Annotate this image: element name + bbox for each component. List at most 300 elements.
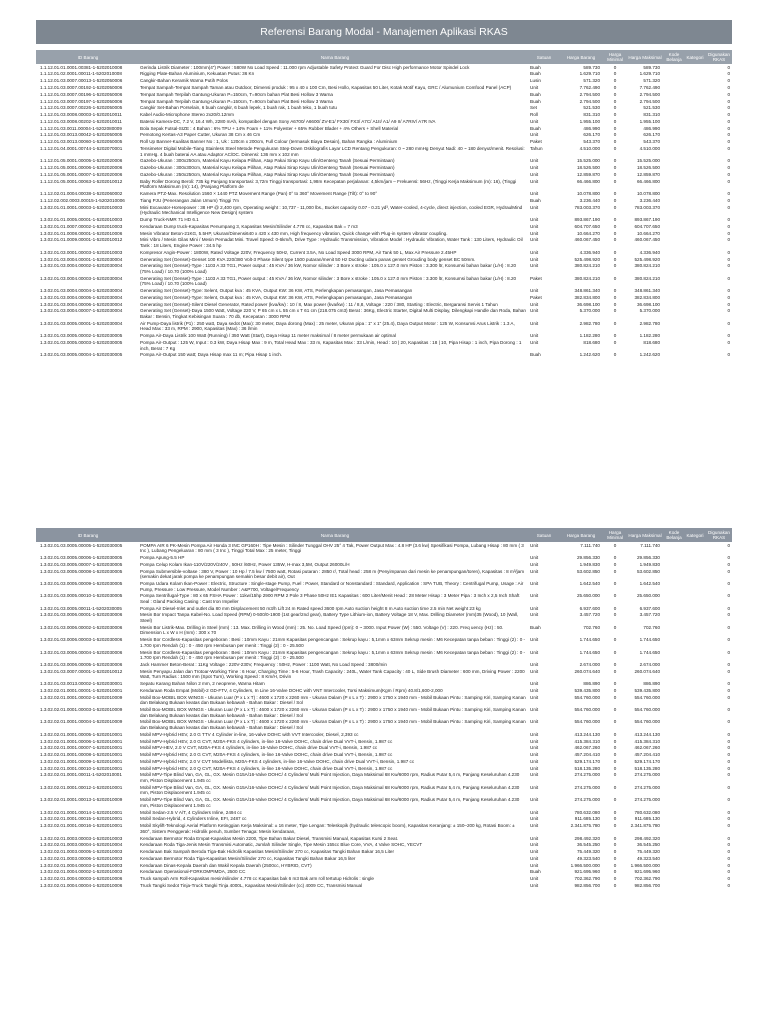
cell-id: 1.3.02.01.01.0008.00001-1-5202010006: [40, 230, 123, 236]
cell-harga-max: 10.664.270: [637, 230, 660, 236]
cell-harga-min: 0: [613, 835, 617, 841]
cell-satuan: Unit: [530, 118, 539, 124]
table-row: [36, 204, 732, 216]
table-row: [36, 772, 732, 784]
table-row: [36, 256, 732, 263]
cell-harga-min: 0: [613, 797, 617, 803]
cell-harga-max: 539.435.800: [634, 687, 660, 693]
cell-digunakan: 0: [727, 637, 730, 643]
cell-harga-max: 554.760.000: [634, 719, 660, 725]
cell-digunakan: 0: [727, 230, 730, 236]
cell-harga-max: 525.498.920: [634, 256, 660, 262]
cell-harga-max: 702.362.790: [634, 876, 660, 882]
cell-id: 1.1.12.01.01.0001.00381-1-5202010008: [40, 64, 123, 70]
table-row: [36, 823, 732, 835]
col-nama: Nama Barang: [320, 54, 350, 60]
col-kode: Kode Belanja: [666, 52, 682, 62]
cell-harga-max: 1.744.650: [639, 637, 660, 643]
cell-id: 1.3.02.01.03.0006.00002-1-5202030006: [40, 624, 123, 630]
cell-harga-min: 0: [613, 204, 617, 210]
cell-harga-max: 274.275.000: [634, 784, 660, 790]
cell-id: 1.1.12.01.03.0013.00060-1-5202050005: [40, 139, 123, 145]
cell-digunakan: 0: [727, 772, 730, 778]
cell-nama: Generating Set (Genset)-Type: Selent, Output kva : 45 KVA, Output KW: 36 KW, ATS, Perlengkapan pemasangan, Jasa Pemasangan: [140, 294, 413, 300]
cell-harga-max: 521.530: [643, 105, 660, 111]
cell-satuan: Unit: [530, 301, 539, 307]
cell-harga: 7.762.490: [579, 84, 600, 90]
cell-satuan: Unit: [530, 542, 539, 548]
cell-digunakan: 0: [727, 339, 730, 345]
cell-harga-min: 0: [613, 191, 617, 197]
cell-id: 1.3.02.02.01.0004.00003-1-5202010003: [40, 862, 123, 868]
cell-id: 1.1.12.01.03.0011.00004-1-5202080009: [40, 125, 122, 131]
cell-nama: Gerinda Listrik Diameter : 100mm(4") Power : 580W No Load Speed : 11.000 rpm Adjustable Safety Protect Guard For Disc High performance Motor Spindel Lock: [140, 64, 470, 70]
cell-nama: Mesin Bor Cordless-Kapasitas pengeboran : Besi : 10mm Kayu : 21mm Kapasitas pengencangan : Sekrup kayu : 5,1mm x 63mm Sekrup mesin : M6 Kecepatan tanpa beban : Tinggi (2) : 0 - 1.700 rpm Rendah (1) : 0 - 450 rpm Hembusan per menit : Tinggi (2) : 0 - 25.500: [140, 637, 526, 648]
cell-nama: Mobil MPV-Hybrid HEV, 2.0 G CVT, M20A-FKS 4 cylinders, in-line 16-Valve DOHC, chain drive Dual VVT-i, Bensin, 1.987 cc: [140, 738, 393, 744]
cell-harga: 982.856.700: [574, 883, 600, 888]
table-row: [36, 158, 732, 165]
cell-nama: Mesin Penyapu Jalan dan Trotoar-Working Time : 6 Hour, Charging Time : 5-6 Hour, Trash Capacity : 240L, Water Tank Capacity : 40 L, Side Brush Diameter : 600 mm, Driving Power : 2200 Watt, Turn Radius : 1500 mm (Spot Turn), Working Speed : 8 Km/H, Drivin: [140, 668, 525, 680]
cell-id: 1.3.02.02.01.0001.00004-1-5202010009: [40, 719, 123, 725]
cell-harga-max: 462.067.260: [634, 745, 660, 751]
cell-harga-max: 75.449.320: [637, 849, 660, 855]
table-row: [36, 752, 732, 759]
cell-id: 1.3.02.02.01.0003.00003-1-5202010003: [40, 835, 123, 841]
cell-id: 1.3.02.01.03.0005.00001-1-5202030004: [40, 320, 123, 326]
cell-nama: Cangkir-Bahan Keramik Warna Putih Polos: [140, 78, 228, 84]
cell-satuan: Unit: [530, 637, 539, 643]
cell-id: 1.1.12.01.03.0008.00003-1-5202010011: [40, 112, 122, 118]
cell-harga: 12.859.870: [577, 171, 600, 177]
cell-nama: Mobil MPV-HEV, 2.0 V CVT, M20A-FKS 4 cylinders, in-line 16-Valve DOHC, chain drive Dual VVT-i, Bensin, 1.987 cc: [140, 745, 378, 751]
cell-nama: Mesin Bor Listrik-Max. Drilling in Steel (mm) : 13. Max. Drilling in Wood (mm) : 25. No. Load Speed (rpm): 0 ~ 3000. Input Power (W) : 550. Voltage (V) : 220. Freq uency (Hz) : 50. Dimension L x W x H (mm) : 300 x 70: [140, 624, 504, 636]
cell-digunakan: 0: [727, 612, 730, 618]
cell-nama: Roll Up Banner-Kualitas Banner No : 1, Uk : 120cm x 200cm, Full Colour (termasuk Biaya Desain), Bahan Rangka : Aluminium: [140, 139, 398, 145]
cell-harga-min: 0: [613, 294, 617, 300]
cell-harga: 29.856.330: [577, 554, 600, 560]
cell-nama: Pompa Submersible-voltase : 380 V, Power : 10 Hp / 7.5 kw / 7500 watt, Rotasi putaran : 2850 r/, Total head : 258 m (Penyimpanan dari mesin ke penampungan/toren), Kapasitas : 8 m³/jam (semakin dekat jarak pompa ke penampungan semakin besar debit air), Out: [140, 568, 525, 580]
table-row: [36, 568, 732, 580]
cell-nama: Pompa Udara Kolam Ikan-Power : Electric, Structure : Single-stage Pump, Fuel : Power, Standard or Nonstandard : Standard, Application : SPA TUB, Theory : Centrifugal Pump, Usage : Air Pump, Pressure : Low Pressure, Model Number : A&P700, Voltage/Frequency: [140, 580, 524, 592]
table-row: [36, 862, 732, 869]
cell-digunakan: 0: [727, 745, 730, 751]
cell-harga-max: 486.990: [643, 125, 660, 131]
cell-harga: 783.003.370: [574, 204, 600, 210]
table-row: [36, 294, 732, 301]
cell-id: 1.1.12.01.03.0008.00202-1-5202010011: [40, 118, 122, 124]
cell-satuan: Unit: [530, 612, 539, 618]
cell-harga-max: 571.320: [643, 78, 660, 84]
cell-id: 1.3.02.02.01.0001.00007-1-5202010001: [40, 745, 123, 751]
table-row: [36, 687, 732, 694]
cell-satuan: Unit: [530, 593, 539, 599]
cell-nama: Generating Set (Genset)-Type: Selent, Output kva : 45 KVA, Output KW: 36 KW, ATS, Perlengkapan pemasangan, Jasa Pemasangan: [140, 288, 413, 294]
cell-digunakan: 0: [727, 731, 730, 737]
cell-id: 1.3.02.01.03.0001.00003-1-5202010003: [40, 249, 123, 255]
cell-harga: 298.492.320: [574, 835, 600, 841]
table-row: [36, 139, 732, 146]
cell-nama: Baby Roller Dorong Beroli: 735 kg Panjang transportasi: 3,72m Tinggi transportasi: 1,98m Kecepatan perjalanan: 4,5km/jam – Frekuensi: 56Hz, (Tinggi Kerja Maksimum (m): 16), (Tinggi Platform Maksimum (m): 14), (Panjang Platform de: [140, 178, 517, 190]
cell-harga-min: 0: [613, 849, 617, 855]
cell-digunakan: 0: [727, 217, 730, 222]
page-title: Referensi Barang Modal - Manajemen Aplikasi RKAS: [36, 20, 732, 44]
cell-nama: Kendaraan Dump truck-Kapasitas Penumpang 3, Kapasitas Mesin/Silinder 4.778 cc, Kapasitas Bak = 7 m3: [140, 223, 358, 229]
cell-harga: 780.632.080: [574, 809, 600, 815]
cell-digunakan: 0: [727, 178, 730, 184]
cell-digunakan: 0: [727, 139, 730, 145]
cell-harga-max: 25.650.000: [637, 593, 660, 599]
cell-harga-min: 0: [613, 649, 617, 655]
cell-harga-max: 589.730: [643, 64, 660, 70]
cell-harga-min: 0: [613, 883, 617, 888]
cell-harga-max: 36.698.100: [637, 301, 660, 307]
cell-harga: 3.457.720: [579, 612, 600, 618]
cell-id: 1.3.02.01.01.0007.00002-1-5202010003: [40, 223, 123, 229]
cell-harga: 18.526.500: [577, 165, 600, 171]
cell-nama: Pompa Sentrifugal-Type : 80 x 65 FSHA Power : 11kw/15hp 2900 RPM 2 Pole 3 Phase 50Hz IE1 Kapasitas : 600 Liter/Menit Head : 28 Meter Hisap : 3 Meter Pipa : 3 Inch x 2,5 Inch Shaft Seal : Gland Packing Casing : Cast Iron Impeller: [140, 593, 520, 604]
cell-harga-min: 0: [613, 687, 617, 693]
cell-harga: 831.310: [583, 112, 600, 118]
cell-harga: 1.642.540: [579, 580, 600, 586]
cell-satuan: Unit: [530, 694, 539, 700]
items-table-page-2: [36, 528, 732, 889]
cell-harga: 460.067.450: [574, 237, 600, 243]
cell-satuan: Unit: [530, 223, 539, 229]
cell-nama: Pompa Apung-5.5 HP: [140, 554, 185, 560]
cell-digunakan: 0: [727, 301, 730, 307]
cell-nama: Generating Set (Genset)-Genset 100 KVA 220/380 Volt-3 Phase Silent type 1500 putaran/menit 50 Hz Ducting udara panas genset Grouding body genset BC 50mm.: [140, 256, 476, 262]
cell-nama: Air Pump-Daya listrik (P1) : 250 watt, Daya sedot (Max): 30 meter, Daya dorong (Max) : 25 meter, Ukuran pipa : 1" x 1" (25.4), Daya Output Motor : 125 W, Konsumsi Arus Listrik : 1.3 A, Head Max : 33 m, RPM : 2900, Kapasitas (Max) : 36 l/min: [140, 320, 515, 332]
col-id: ID Barang: [77, 532, 99, 538]
cell-harga: 274.275.000: [574, 784, 600, 790]
cell-satuan: Unit: [530, 661, 539, 667]
cell-nama: Gazebo-Ukuran : 250x250cm, Material Kayu Kelapa Pilihan, Atap Pakai Sirap Kayu Ulin/Genteng Tanah (Sesuai Permintaan): [140, 171, 395, 177]
cell-harga-min: 0: [613, 230, 617, 236]
cell-harga-max: 457.204.410: [634, 752, 660, 758]
cell-harga: 911.685.130: [574, 816, 600, 822]
cell-satuan: Paket: [530, 275, 542, 281]
cell-harga: 4.510.000: [579, 145, 600, 151]
cell-harga-min: 0: [613, 719, 617, 725]
cell-nama: Pompa Air-Daya Listrik 100 Watt (Running) / 350 Watt (Start), Daya Hisap 11 meter maksimal / 8 meter permukaan air optimal: [140, 333, 396, 339]
cell-harga: 893.867.190: [574, 217, 600, 222]
cell-harga-max: 15.525.000: [637, 158, 660, 164]
cell-digunakan: 0: [727, 237, 730, 243]
cell-harga-min: 0: [613, 668, 617, 674]
cell-satuan: Buah: [530, 98, 541, 104]
cell-harga: 1.182.280: [579, 333, 600, 339]
table-row: [36, 249, 732, 256]
cell-harga: 2.794.500: [579, 98, 600, 104]
cell-satuan: Buah: [530, 624, 541, 630]
cell-harga-min: 0: [613, 772, 617, 778]
cell-harga: 543.370: [583, 139, 600, 145]
cell-harga-max: 518.135.280: [634, 765, 660, 771]
table-row: [36, 190, 732, 197]
cell-harga-min: 0: [613, 823, 617, 829]
cell-digunakan: 0: [727, 78, 730, 84]
cell-digunakan: 0: [727, 288, 730, 294]
cell-digunakan: 0: [727, 125, 730, 131]
cell-digunakan: 0: [727, 158, 730, 164]
cell-harga: 380.824.210: [574, 275, 600, 281]
table-row: [36, 758, 732, 765]
table-row: [36, 352, 732, 359]
cell-digunakan: 0: [727, 883, 730, 888]
table-row: [36, 263, 732, 275]
cell-satuan: Unit: [530, 580, 539, 586]
cell-digunakan: 0: [727, 849, 730, 855]
cell-id: 1.1.12.01.05.0001.00063-1-5202010012: [40, 178, 123, 184]
cell-id: 1.1.12.01.03.0007.00192-1-5202050006: [40, 84, 123, 90]
cell-id: 1.3.02.02.01.0001.00011-1-5202010001: [40, 772, 122, 778]
table-row: [36, 842, 732, 849]
cell-nama: Bola Sepak Futsal-SIZE : 4 Bahan : 6% TPU + 14% Foam + 11% Polyester + 65% Rubber Blader + 4% Others + Shell Material: [140, 125, 399, 131]
cell-id: 1.3.02.02.01.0001.00008-1-5202010001: [40, 752, 123, 758]
cell-harga-min: 0: [613, 637, 617, 643]
cell-satuan: Unit: [530, 668, 539, 674]
cell-harga-max: 1.955.100: [639, 118, 660, 124]
cell-harga: 413.244.130: [574, 731, 600, 737]
col-harga-min: Harga Minimal: [607, 52, 623, 62]
cell-harga-min: 0: [613, 876, 617, 882]
cell-digunakan: 0: [727, 118, 730, 124]
cell-satuan: Unit: [530, 809, 539, 815]
cell-id: 1.3.02.01.03.0005.00009-1-5202030005: [40, 580, 123, 586]
cell-harga-max: 415.384.310: [634, 738, 660, 744]
cell-satuan: Unit: [530, 554, 539, 560]
cell-satuan: Unit: [530, 823, 539, 829]
cell-satuan: Unit: [530, 816, 539, 822]
table-row: [36, 71, 732, 78]
cell-harga-min: 0: [613, 78, 617, 84]
cell-nama: Kendaraan Bermotor Roda Tiga-Kapasitas Mesin/Silinder 270 cc, Kapasitas Tangki Bahan Bakar 16,5 liter: [140, 855, 356, 861]
cell-harga: 1.744.650: [579, 637, 600, 643]
table-row: [36, 668, 732, 680]
cell-harga-max: 1.949.830: [639, 561, 660, 567]
cell-nama: Pompa Celup Kolam Ikan-110V/220V/240V , 50Hz /60Hz, Power 135W, H-max 3,5M, Output 26000L/H: [140, 561, 350, 567]
cell-satuan: Unit: [530, 339, 539, 345]
cell-harga-min: 0: [613, 784, 617, 790]
table-row: [36, 580, 732, 592]
table-row: [36, 784, 732, 796]
cell-harga-max: 413.244.130: [634, 731, 660, 737]
cell-nama: Rigging Plate-Bahan Aluminium, Kekuatan Putus: 36 Kn: [140, 71, 255, 77]
cell-id: 1.3.02.01.03.0004.00002-1-5202030004: [40, 263, 123, 269]
cell-harga-min: 0: [613, 869, 617, 875]
table-row: [36, 765, 732, 772]
cell-harga-max: 66.466.800: [637, 178, 660, 184]
cell-nama: Kendaraan Operasional-FORKOMPIMDA, 2500 CC: [140, 869, 246, 875]
cell-harga: 702.760: [583, 624, 600, 630]
cell-digunakan: 0: [727, 171, 730, 177]
table-row: [36, 105, 732, 112]
cell-harga-min: 0: [613, 661, 617, 667]
cell-harga-min: 0: [613, 91, 617, 97]
table-body: [36, 64, 732, 358]
cell-id: 1.3.02.02.01.0001.00001-1-5202010001: [40, 687, 123, 693]
cell-harga-min: 0: [613, 125, 617, 131]
cell-id: 1.3.02.02.01.0004.00003-1-5202010006: [40, 876, 123, 882]
cell-digunakan: 0: [727, 835, 730, 841]
cell-harga-min: 0: [613, 197, 617, 203]
cell-id: 1.3.02.02.01.0001.00010-1-5202010001: [40, 765, 123, 771]
table-row: [36, 719, 732, 731]
cell-harga: 49.323.540: [577, 855, 600, 861]
cell-id: 1.3.02.02.01.0003.00005-1-5202010003: [40, 849, 123, 855]
cell-harga-max: 2.794.500: [639, 98, 660, 104]
cell-harga-max: 348.861.340: [634, 288, 660, 294]
cell-harga-max: 36.545.250: [637, 842, 660, 848]
cell-digunakan: 0: [727, 542, 730, 548]
table-row: [36, 605, 732, 612]
cell-nama: Mesin Vibrator Beton-21KG, 5.5HP, Ukuran/Dimensi640 x 420 x 430 mm, High frequency vibration, Quick change with Plug-in system vibrator coupling.: [140, 230, 448, 236]
cell-harga-max: 380.824.210: [634, 263, 660, 269]
cell-satuan: Unit: [530, 745, 539, 751]
cell-id: 1.1.12.02.002.0003.00015-1-5202010006: [40, 197, 125, 203]
cell-harga: 5.370.000: [579, 308, 600, 314]
cell-harga-min: 0: [613, 731, 617, 737]
cell-harga-max: 1.966.500.000: [630, 862, 660, 868]
cell-harga-max: 921.695.960: [634, 869, 660, 875]
cell-digunakan: 0: [727, 876, 730, 882]
cell-nama: Mesin Bor Impact Tanpa Kabel-No. Load Speed (RPM) 0-500/0-1900 (1st gear/2nd gear), Battery Type Lithium-ion, Battery Voltage 18 V, Max. Drilling Diameter (mm)35 (Wood), 10 (Wall, Steel): [140, 612, 519, 624]
table-row: [36, 554, 732, 561]
cell-harga-max: 831.310: [643, 112, 660, 118]
cell-harga: 457.204.410: [574, 752, 600, 758]
cell-id: 1.1.12.01.03.0007.00226-1-5202050005: [40, 105, 123, 111]
cell-satuan: Unit: [530, 165, 539, 171]
table-row: [36, 308, 732, 320]
cell-id: 1.3.02.02.01.0001.00002-1-5202010009: [40, 694, 123, 700]
cell-id: 1.3.02.02.01.0004.00002-1-5202010003: [40, 869, 123, 875]
table-body: [36, 542, 732, 889]
cell-harga: 626.170: [583, 132, 600, 138]
cell-harga-min: 0: [613, 178, 617, 184]
cell-satuan: Unit: [530, 842, 539, 848]
cell-satuan: Tahun: [530, 145, 543, 151]
table-header: [36, 50, 732, 64]
col-harga-max: Harga Maksimal: [628, 54, 662, 60]
cell-harga-max: 6.937.600: [639, 605, 660, 611]
cell-harga-min: 0: [613, 612, 617, 618]
cell-nama: Gazebo-Ukuran : 300x250cm, Material Kayu Kelapa Pilihan, Atap Pakai Sirap Kayu Ulin/Genteng Tanah (Sesuai Permintaan): [140, 158, 395, 164]
cell-harga-min: 0: [613, 862, 617, 868]
table-row: [36, 661, 732, 668]
cell-harga: 53.602.850: [577, 568, 600, 574]
cell-harga-min: 0: [613, 256, 617, 262]
cell-id: 1.3.02.01.03.0005.00008-1-5202030005: [40, 568, 123, 574]
cell-satuan: Unit: [530, 178, 539, 184]
cell-digunakan: 0: [727, 204, 730, 210]
cell-digunakan: 0: [727, 91, 730, 97]
cell-nama: Kompresor Angin-Power : 1800W, Rated Voltage 220V, Frequency 50Hz, Current 3.5A, No Load Speed 3000 RPM, Air Tank 50 L, Max Air Pressure 2.45HP: [140, 249, 457, 255]
cell-harga-min: 0: [613, 275, 617, 281]
cell-id: 1.3.02.01.03.0005.00007-1-5202030005: [40, 561, 123, 567]
cell-digunakan: 0: [727, 668, 730, 674]
cell-harga-min: 0: [613, 249, 617, 255]
col-id: ID Barang: [77, 54, 99, 60]
cell-harga-min: 0: [613, 542, 617, 548]
cell-nama: Gazebo-Ukuran : 300x300cm, Material Kayu Kelapa Pilihan, Atap Pakai Sirap Kayu Ulin/Genteng Tanah (Sesuai Permintaan): [140, 165, 395, 171]
cell-satuan: Unit: [530, 171, 539, 177]
cell-harga-max: 1.642.540: [639, 580, 660, 586]
cell-satuan: Unit: [530, 158, 539, 164]
cell-digunakan: 0: [727, 132, 730, 138]
cell-harga-max: 604.707.650: [634, 223, 660, 229]
cell-digunakan: 0: [727, 738, 730, 744]
cell-satuan: Unit: [530, 784, 539, 790]
table-row: [36, 593, 732, 605]
table-row: [36, 835, 732, 842]
cell-harga-min: 0: [613, 352, 617, 358]
cell-digunakan: 0: [727, 333, 730, 339]
cell-nama: Sepatu Karang Bahan Nilon 2 mm, 2 neoprene, Warna Hitam: [140, 681, 265, 687]
cell-satuan: Unit: [530, 752, 539, 758]
cell-satuan: Buah: [530, 71, 541, 77]
cell-satuan: Unit: [530, 738, 539, 744]
cell-satuan: Unit: [530, 84, 539, 90]
cell-digunakan: 0: [727, 308, 730, 314]
cell-harga: 589.730: [583, 64, 600, 70]
cell-digunakan: 0: [727, 855, 730, 861]
cell-digunakan: 0: [727, 809, 730, 815]
cell-id: 1.3.02.01.03.0004.00004-1-5202030004: [40, 288, 123, 294]
cell-harga-max: 554.760.000: [634, 694, 660, 700]
cell-harga-min: 0: [613, 605, 617, 611]
cell-id: 1.3.02.01.03.0013.00002-1-5202030001: [40, 681, 123, 687]
cell-harga-max: 49.323.540: [637, 855, 660, 861]
cell-nama: Mobil Sedan-2.5 V A/T, 4 Cylinders Inline, 2494 cc: [140, 809, 242, 815]
cell-nama: Kendaraan Bermotor Roda Empat-Kapasitas Mesin 2200, Tipe Bahan Bakar Diesel, Transmisi Manual, Kapasitas Kursi 2 Seat.: [140, 835, 399, 841]
cell-harga: 4.336.940: [579, 249, 600, 255]
cell-harga-max: 2.674.000: [639, 661, 660, 667]
cell-satuan: Unit: [530, 217, 539, 222]
cell-id: 1.1.12.01.04.0001.00744-1-5202070001: [40, 145, 123, 151]
cell-harga-min: 0: [613, 112, 617, 118]
cell-harga-min: 0: [613, 745, 617, 751]
cell-harga: 260.074.640: [574, 668, 600, 674]
cell-digunakan: 0: [727, 561, 730, 567]
table-row: [36, 637, 732, 649]
cell-harga: 486.990: [583, 125, 600, 131]
table-row: [36, 216, 732, 223]
cell-id: 1.3.02.02.01.0001.00009-1-5202010001: [40, 758, 123, 764]
cell-harga-max: 274.275.000: [634, 797, 660, 803]
cell-harga-min: 0: [613, 758, 617, 764]
cell-id: 1.3.02.01.03.0005.00010-1-5202030005: [40, 593, 123, 599]
cell-digunakan: 0: [727, 320, 730, 326]
cell-satuan: Buah: [530, 125, 541, 131]
cell-satuan: Unit: [530, 731, 539, 737]
cell-nama: Pompa Air-Output 150 watt; Daya Hisap max 11 m; Pipa Hisap 1 inch.: [140, 352, 283, 358]
cell-harga: 1.629.710: [579, 71, 600, 77]
cell-digunakan: 0: [727, 752, 730, 758]
cell-harga: 1.242.620: [579, 352, 600, 358]
cell-harga: 886.890: [583, 681, 600, 687]
cell-harga-min: 0: [613, 237, 617, 243]
cell-nama: Mobil Skylift-Teknologi Aerial Platform Ketinggian Kerja Maksimal: ± 16 meter, Tipe Lengan: Teleskopik (hydraulic telescopic boom), Kapasitas Keranjang: ± 150–200 kg, Rotasi Boom: ± 360°, Sistem Penggerak: Hidrolik penuh, Sumber Tenaga: Mesin kendaraan,: [140, 823, 515, 834]
cell-nama: Mobil MPV-Hybrid HEV, 2.0 G CVT, M20A-FKS 4 cylinders, in-line 16-Valve DOHC, chain drive Dual VVT-i, Bensin, 1.987 cc: [140, 752, 393, 758]
cell-satuan: Unit: [530, 230, 539, 236]
cell-nama: Pompa Air Diesel-Inlet and outlet dia 80 mm Displacement 50 m3/h Lift 24 m Rated speed 3600 rpm Auto suction height 8 m Auto suction time 2.5 min Net weight 23 kg: [140, 605, 481, 611]
cell-satuan: Unit: [530, 649, 539, 655]
cell-digunakan: 0: [727, 816, 730, 822]
col-kategori: Kategori: [686, 532, 704, 538]
cell-id: 1.3.02.01.03.0006.00005-1-5202030006: [40, 661, 123, 667]
cell-satuan: Unit: [530, 797, 539, 803]
cell-harga-max: 554.760.000: [634, 707, 660, 713]
